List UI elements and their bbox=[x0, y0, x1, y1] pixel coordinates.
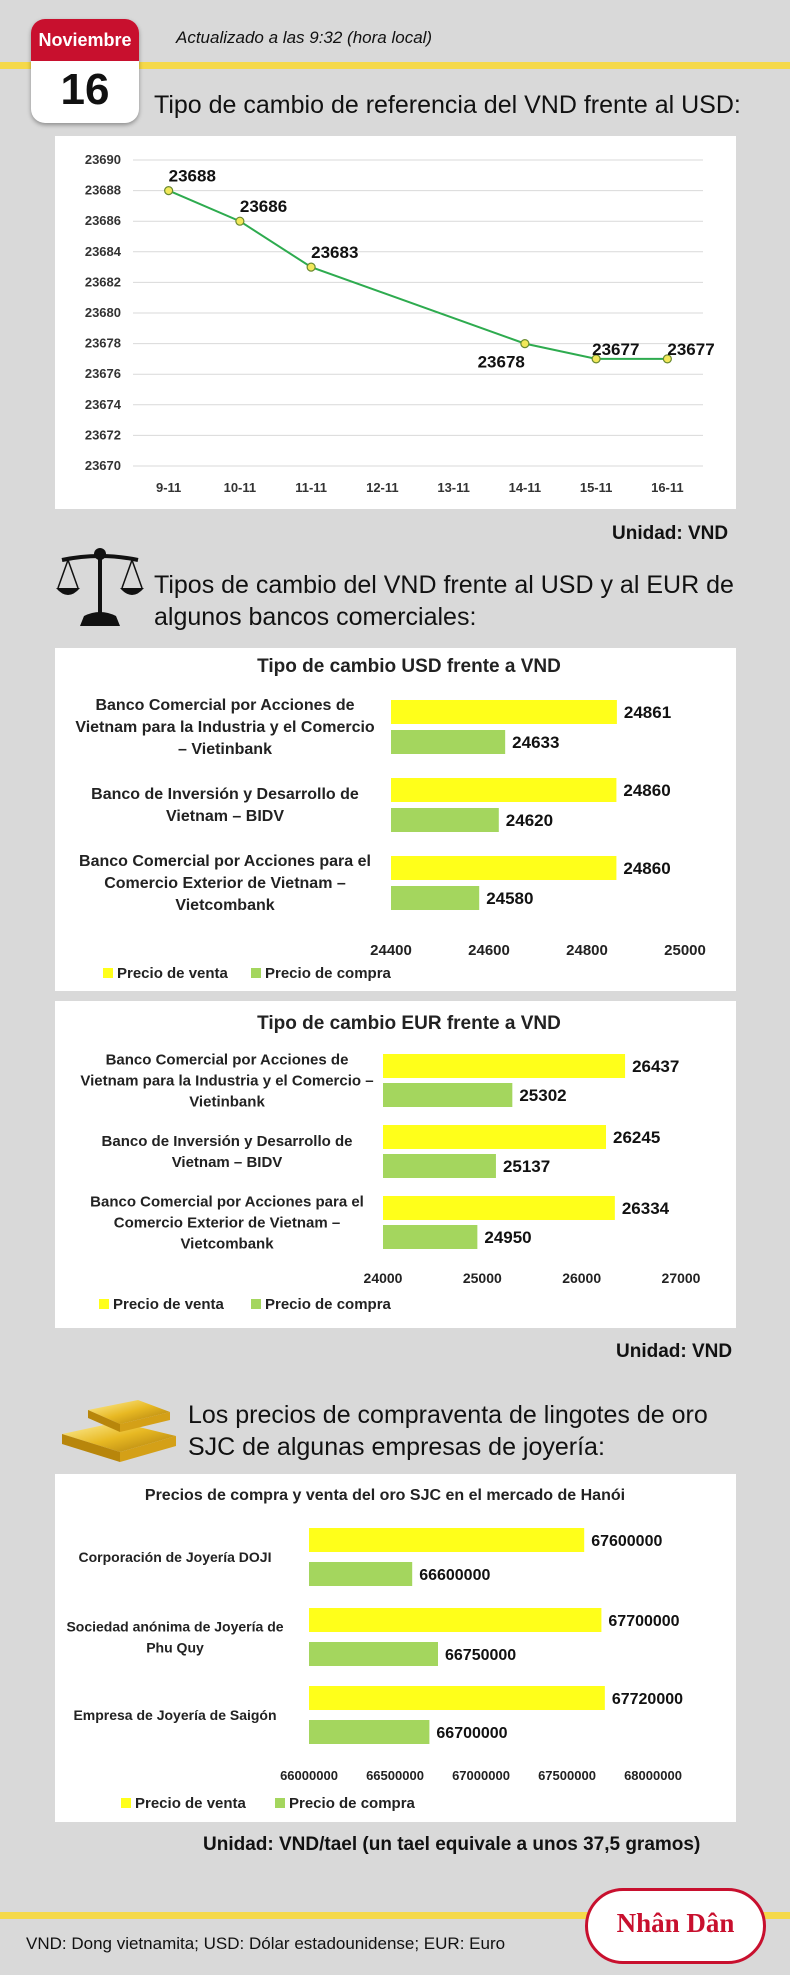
x-tick-label: 11-11 bbox=[295, 480, 328, 495]
legend-swatch bbox=[121, 1798, 131, 1808]
data-label: 67600000 bbox=[591, 1533, 663, 1550]
data-label: 23686 bbox=[239, 197, 288, 217]
category-label: – Vietinbank bbox=[178, 741, 272, 758]
data-label: 26245 bbox=[613, 1128, 661, 1147]
y-tick-label: 23680 bbox=[84, 305, 121, 320]
bar-buy bbox=[383, 1083, 512, 1107]
x-tick-label: 24600 bbox=[468, 942, 510, 959]
section2-title-line1: Tipos de cambio del VND frente al USD y al EUR de bbox=[154, 571, 734, 599]
chart-title: Tipo de cambio EUR frente a VND bbox=[257, 1013, 561, 1034]
y-tick-label: 23676 bbox=[84, 366, 121, 382]
legend-label: Precio de venta bbox=[113, 1296, 224, 1313]
data-label: 66750000 bbox=[445, 1647, 517, 1664]
bar-buy bbox=[309, 1562, 412, 1586]
x-tick-label: 12-11 bbox=[366, 480, 399, 495]
y-tick-label: 23686 bbox=[84, 213, 121, 229]
x-tick-label: 24400 bbox=[370, 942, 412, 959]
x-tick-label: 24800 bbox=[566, 942, 608, 959]
chart-panel-gold bbox=[55, 1474, 736, 1822]
bar-chart-eur bbox=[55, 1001, 736, 1328]
category-label: Banco Comercial por Acciones para el bbox=[79, 853, 371, 870]
data-label: 23683 bbox=[311, 243, 359, 263]
bar-sell bbox=[391, 778, 616, 802]
category-label: Vietnam – BIDV bbox=[171, 1154, 283, 1171]
bar-sell bbox=[309, 1686, 605, 1710]
calendar-month: Noviembre bbox=[31, 19, 139, 61]
y-tick-label: 23672 bbox=[84, 427, 121, 443]
data-label: 26437 bbox=[632, 1057, 680, 1076]
bar-buy bbox=[383, 1154, 496, 1178]
x-tick-label: 10-11 bbox=[223, 480, 257, 495]
chart-title: Precios de compra y venta del oro SJC en el mercado de Hanói bbox=[144, 1487, 626, 1504]
x-tick-label: 67000000 bbox=[452, 1768, 510, 1783]
bar-sell bbox=[309, 1608, 601, 1632]
data-point bbox=[236, 217, 244, 225]
bar-buy bbox=[383, 1225, 477, 1249]
category-label: Sociedad anónima de Joyería de bbox=[66, 1618, 284, 1635]
data-label: 67700000 bbox=[608, 1613, 680, 1630]
data-label: 66600000 bbox=[419, 1567, 491, 1584]
nhan-dan-logo: Nhân Dân bbox=[585, 1888, 766, 1964]
data-label: 24580 bbox=[486, 889, 534, 908]
y-tick-label: 23688 bbox=[84, 182, 121, 198]
legend-swatch bbox=[275, 1798, 285, 1808]
category-label: Vietnam para la Industria y el Comercio bbox=[75, 719, 375, 736]
data-label: 24861 bbox=[623, 703, 672, 722]
y-tick-label: 23678 bbox=[84, 335, 121, 351]
x-tick-label: 25000 bbox=[462, 1270, 502, 1286]
bar-chart-gold bbox=[55, 1474, 736, 1822]
data-label: 23678 bbox=[477, 352, 525, 372]
data-label: 23677 bbox=[592, 339, 640, 359]
data-label: 26334 bbox=[621, 1199, 670, 1218]
data-label: 66700000 bbox=[436, 1725, 508, 1742]
gold-bars-icon bbox=[58, 1382, 184, 1469]
category-label: Banco Comercial por Acciones de bbox=[105, 1051, 349, 1069]
x-tick-label: 66000000 bbox=[280, 1768, 338, 1783]
category-label: Corporación de Joyería DOJI bbox=[78, 1549, 272, 1565]
data-label: 23688 bbox=[168, 166, 216, 186]
legend-label: Precio de compra bbox=[265, 965, 391, 982]
bar-buy bbox=[391, 730, 505, 754]
y-tick-label: 23682 bbox=[84, 274, 121, 290]
section1-title: Tipo de cambio de referencia del VND frente al USD: bbox=[154, 91, 741, 119]
bar-sell bbox=[383, 1054, 625, 1078]
legend-label: Precio de compra bbox=[265, 1296, 391, 1313]
calendar-day: 16 bbox=[60, 65, 110, 114]
category-label: Comercio Exterior de Vietnam – bbox=[113, 1214, 341, 1232]
category-label: Banco Comercial por Acciones de bbox=[95, 697, 355, 714]
x-tick-label: 9-11 bbox=[155, 480, 182, 495]
category-label: Banco de Inversión y Desarrollo de bbox=[101, 1133, 353, 1150]
category-label: Vietcombank bbox=[175, 897, 275, 914]
legend-swatch bbox=[103, 968, 113, 978]
category-label: Comercio Exterior de Vietnam – bbox=[104, 875, 346, 892]
footer-abbreviations: VND: Dong vietnamita; USD: Dólar estadounidense; EUR: Euro bbox=[26, 1934, 506, 1953]
chart-panel-usd bbox=[55, 648, 736, 991]
category-label: Banco de Inversión y Desarrollo de bbox=[91, 786, 359, 803]
section3-unit: Unidad: VND/tael (un tael equivale a unos 37,5 gramos) bbox=[203, 1834, 701, 1855]
x-tick-label: 27000 bbox=[661, 1270, 701, 1286]
updated-time: Actualizado a las 9:32 (hora local) bbox=[176, 28, 433, 47]
section3-title-line2: SJC de algunas empresas de joyería: bbox=[188, 1433, 605, 1461]
bar-sell bbox=[383, 1196, 615, 1220]
x-tick-label: 15-11 bbox=[579, 480, 613, 495]
data-label: 67720000 bbox=[611, 1691, 684, 1708]
x-tick-label: 66500000 bbox=[366, 1768, 424, 1783]
x-tick-label: 14-11 bbox=[508, 480, 542, 495]
bar-buy bbox=[309, 1642, 438, 1666]
data-point bbox=[307, 263, 315, 271]
category-label: Vietinbank bbox=[189, 1093, 265, 1111]
data-label: 24860 bbox=[623, 781, 671, 800]
section2-unit: Unidad: VND bbox=[616, 1341, 733, 1362]
bar-sell bbox=[391, 700, 617, 724]
data-label: 24633 bbox=[512, 733, 560, 752]
x-tick-label: 68000000 bbox=[624, 1768, 682, 1783]
x-tick-label: 16-11 bbox=[651, 480, 684, 495]
x-tick-label: 13-11 bbox=[437, 480, 470, 495]
legend-label: Precio de compra bbox=[289, 1795, 415, 1812]
bar-sell bbox=[391, 856, 616, 880]
legend-swatch bbox=[251, 968, 261, 978]
section2-title-line2: algunos bancos comerciales: bbox=[154, 603, 477, 631]
section1-unit: Unidad: VND bbox=[612, 523, 729, 544]
data-label: 24860 bbox=[623, 859, 671, 878]
legend-label: Precio de venta bbox=[135, 1795, 246, 1812]
chart-title: Tipo de cambio USD frente a VND bbox=[257, 656, 561, 677]
legend-swatch bbox=[251, 1299, 261, 1309]
data-label: 24950 bbox=[484, 1228, 532, 1247]
data-label: 25302 bbox=[519, 1086, 567, 1105]
bar-chart-usd bbox=[55, 648, 736, 991]
data-label: 25137 bbox=[502, 1157, 551, 1176]
category-label: Vietnam para la Industria y el Comercio – bbox=[80, 1072, 374, 1090]
scales-icon bbox=[54, 546, 146, 635]
y-tick-label: 23674 bbox=[84, 396, 121, 412]
date-calendar bbox=[31, 19, 139, 123]
bar-buy bbox=[309, 1720, 429, 1744]
bar-sell bbox=[383, 1125, 606, 1149]
data-label: 23677 bbox=[667, 339, 715, 359]
y-tick-label: 23690 bbox=[84, 152, 121, 167]
legend-swatch bbox=[99, 1299, 109, 1309]
y-tick-label: 23670 bbox=[84, 458, 121, 473]
category-label: Vietcombank bbox=[180, 1235, 274, 1253]
y-tick-label: 23684 bbox=[84, 243, 121, 259]
data-point bbox=[165, 187, 173, 195]
x-tick-label: 67500000 bbox=[538, 1768, 596, 1783]
x-tick-label: 25000 bbox=[664, 942, 706, 959]
bar-buy bbox=[391, 808, 499, 832]
x-tick-label: 26000 bbox=[562, 1270, 602, 1286]
category-label: Phu Quy bbox=[146, 1639, 204, 1656]
chart-panel-eur bbox=[55, 1001, 736, 1328]
legend-label: Precio de venta bbox=[117, 965, 228, 982]
bar-buy bbox=[391, 886, 479, 910]
line-chart-reference-rate bbox=[55, 136, 736, 509]
x-tick-label: 24000 bbox=[363, 1270, 403, 1286]
category-label: Empresa de Joyería de Saigón bbox=[73, 1707, 277, 1723]
category-label: Banco Comercial por Acciones para el bbox=[90, 1193, 364, 1211]
bar-sell bbox=[309, 1528, 584, 1552]
data-point bbox=[521, 340, 529, 348]
data-label: 24620 bbox=[505, 811, 554, 830]
section3-title-line1: Los precios de compraventa de lingotes de oro bbox=[188, 1401, 708, 1429]
chart-panel-reference-rate bbox=[55, 136, 736, 509]
category-label: Vietnam – BIDV bbox=[166, 808, 284, 825]
